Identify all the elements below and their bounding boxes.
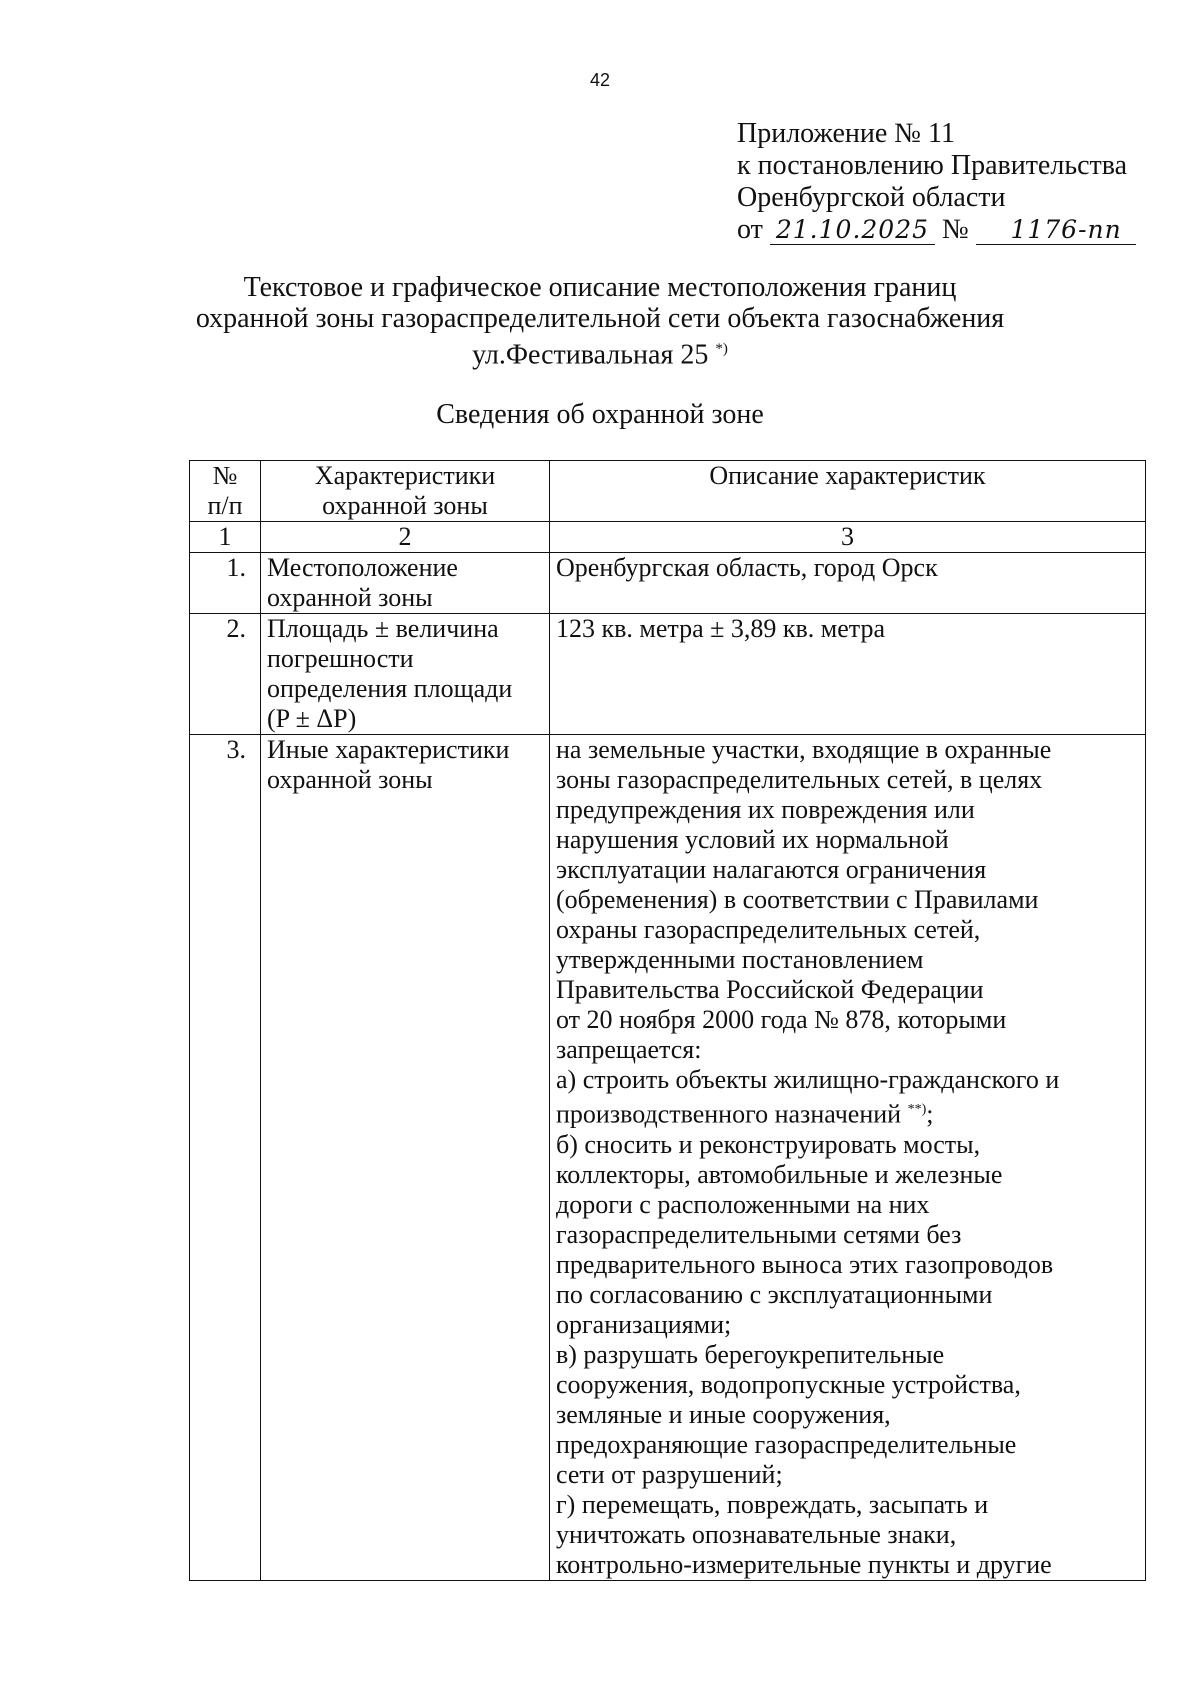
handwritten-number: 1176-пп xyxy=(976,216,1136,245)
footnote-mark: **) xyxy=(907,1102,927,1117)
row-characteristic: Площадь ± величина погрешности определения площади (P ± ΔP) xyxy=(261,614,550,735)
title-line-1: Текстовое и графическое описание местоположения границ xyxy=(243,272,957,303)
table-header-row xyxy=(190,461,1146,522)
row-number: 1. xyxy=(190,553,261,614)
table-row xyxy=(190,614,1146,735)
appendix-line-3: Оренбургской области xyxy=(737,182,1006,213)
row-description: на земельные участки, входящие в охранные зоны газораспределительных сетей, в целях предупреждения их повреждения или нарушения условий их нормальной эксплуатации налагаются ограничения (обременения) в соответствии с Правилами охраны газораспределительных сетей, утвержденными постановлением Правительства Российской Федерации от 20 ноября 2000 года № 878, которыми запрещается: а) строить объекты жилищно-гражданского и производственного назначений **); б) сносить и реконструировать мосты, коллекторы, автомобильные и железные дороги с расположенными на них газораспределительными сетями без предварительного выноса этих газопроводов по согласованию с эксплуатационными организациями; в) разрушать берегоукрепительные сооружения, водопропускные устройства, земляные и иные сооружения, предохраняющие газораспределительные сети от разрушений; г) перемещать, повреждать, засыпать и уничтожать опознавательные знаки, контрольно-измерительные пункты и другие xyxy=(550,735,1146,1581)
row-number: 2. xyxy=(190,614,261,735)
row-number: 3. xyxy=(190,735,261,1581)
index-cell: 2 xyxy=(261,522,550,553)
appendix-line-1: Приложение № 11 xyxy=(737,118,955,149)
index-cell: 1 xyxy=(190,522,261,553)
page-number: 42 xyxy=(589,70,611,90)
table-row xyxy=(190,553,1146,614)
handwritten-date: 21.10.2025 xyxy=(770,216,935,245)
row-description: 123 кв. метра ± 3,89 кв. метра xyxy=(550,614,1146,735)
title-line-2: охранной зоны газораспределительной сети объекта газоснабжения xyxy=(195,303,1005,334)
date-prefix: от xyxy=(737,214,763,245)
row-description: Оренбургская область, город Орск xyxy=(550,553,1146,614)
zone-info-table xyxy=(189,460,1146,1581)
appendix-date-line xyxy=(737,214,1136,246)
number-prefix: № xyxy=(942,214,969,245)
appendix-line-2: к постановлению Правительства xyxy=(737,150,1128,181)
title-line-3 xyxy=(0,334,1200,370)
header-characteristic: Характеристики охранной зоны xyxy=(261,461,550,522)
row-characteristic: Иные характеристики охранной зоны xyxy=(261,735,550,1581)
header-number: № п/п xyxy=(190,461,261,522)
row-characteristic: Местоположение охранной зоны xyxy=(261,553,550,614)
table-row xyxy=(190,735,1146,1581)
header-description: Описание характеристик xyxy=(550,461,1146,522)
appendix-block xyxy=(737,118,1136,246)
description-line: производственного назначений xyxy=(556,1099,902,1129)
table-index-row xyxy=(190,522,1146,553)
section-title: Сведения об охранной зоне xyxy=(436,399,764,430)
title-address: ул.Фестивальная 25 xyxy=(472,339,709,371)
document-title xyxy=(0,272,1200,370)
index-cell: 3 xyxy=(550,522,1146,553)
title-footnote-mark: *) xyxy=(715,341,728,357)
footnote-suffix: ; xyxy=(926,1099,934,1129)
